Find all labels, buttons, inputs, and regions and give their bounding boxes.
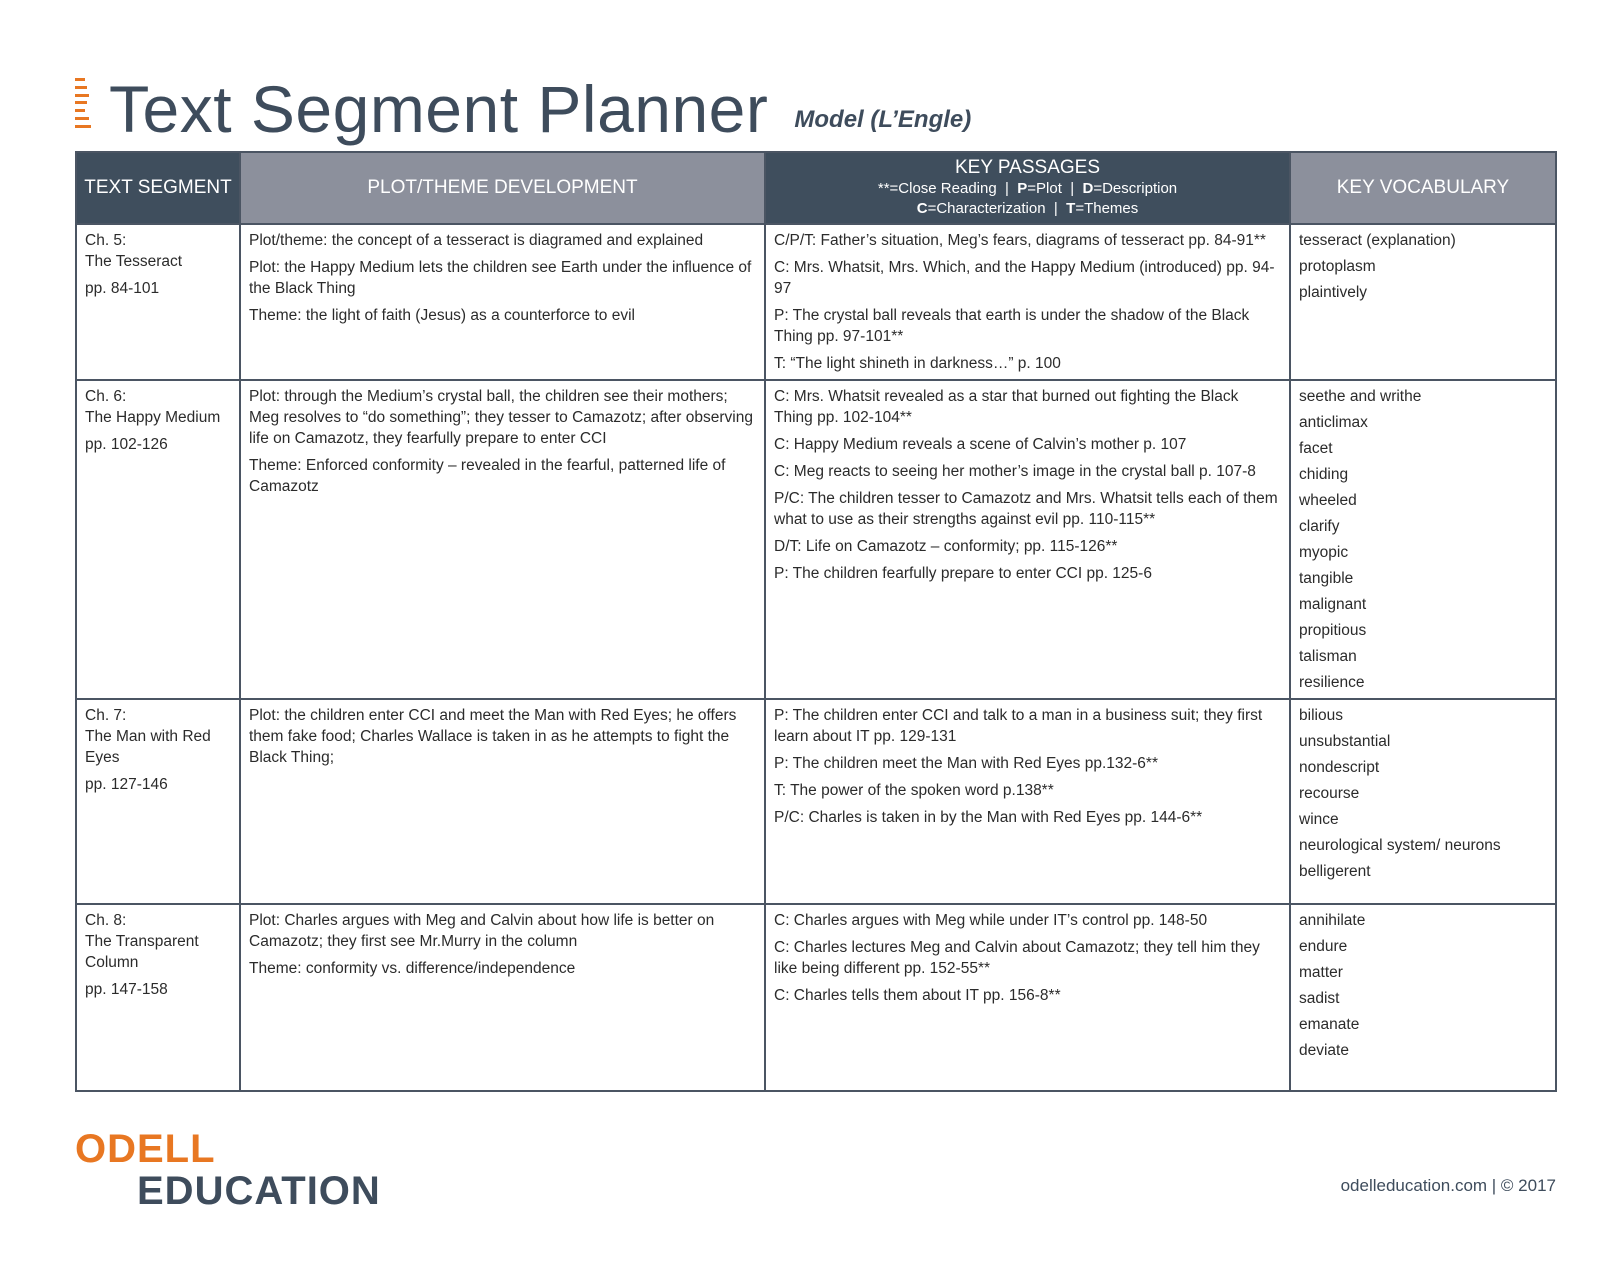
table-row [76,380,1556,699]
segment-cell [76,904,240,1091]
chapter-name: The Transparent Column [85,933,199,972]
table-row [76,699,1556,905]
passages-cell: P: The children enter CCI and talk to a man in a business suit; they first learn about IT pp. 129-131 P: The children meet the Man with Red Eyes pp.132-6** T: The power of the spoken word p.138** P/C: Charles is taken in by the Man with Red Eyes pp. 144-6** [765,699,1290,905]
logo-line-1: ODELL [75,1127,216,1171]
chapter-pages: pp. 84-101 [85,280,160,297]
plot-cell: Plot/theme: the concept of a tesseract is diagramed and explained Plot: the Happy Medium lets the children see Earth under the influence of the Black Thing Theme: the light of faith (Jesus) as a counterforce to evil [240,224,765,380]
plot-cell: Plot: the children enter CCI and meet the Man with Red Eyes; he offers them fake food; Charles Wallace is taken in as he attempts to fight the Black Thing; [240,699,765,905]
passages-cell: C: Mrs. Whatsit revealed as a star that burned out fighting the Black Thing pp. 102-104** C: Happy Medium reveals a scene of Calvin’s mother p. 107 C: Meg reacts to seeing her mother’s image in the crystal ball p. 107-8 P/C: The children tesser to Camazotz and Mrs. Whatsit tells each of them what to use as their strengths against evil pp. 110-115** D/T: Life on Camazotz – conformity; pp. 115-126** P: The children fearfully prepare to enter CCI pp. 125-6 [765,380,1290,699]
vocab-cell: seethe and writhe anticlimax facet chiding wheeled clarify myopic tangible malignant propitious talisman resilience [1290,380,1556,699]
planner-table [75,151,1557,1092]
col-header-passages [765,152,1290,224]
passages-title: KEY PASSAGES [954,157,1101,178]
segment-cell [76,699,240,905]
passages-legend-line-1: **=Close Reading | P=Plot | D=Description [877,180,1178,197]
chapter-pages: pp. 102-126 [85,435,168,453]
col-header-vocab: KEY VOCABULARY [1290,152,1556,224]
chapter-number: Ch. 5: [85,232,127,249]
odell-education-logo [75,1128,381,1212]
col-header-plot: PLOT/THEME DEVELOPMENT [240,152,765,224]
vocab-cell: annihilate endure matter sadist emanate deviate [1290,904,1556,1091]
page-title: Text Segment Planner [109,72,769,146]
table-row [76,224,1556,380]
logo-line-2: EDUCATION [137,1169,381,1213]
vocab-cell: bilious unsubstantial nondescript recourse wince neurological system/ neurons belligerent [1290,699,1556,905]
col-header-segment: TEXT SEGMENT [76,152,240,224]
chapter-name: The Man with Red Eyes [85,727,211,766]
passages-legend-line-2: C=Characterization | T=Themes [916,200,1139,217]
plot-cell: Plot: through the Medium’s crystal ball, the children see their mothers; Meg resolves to “do something”; they tesser to Camazotz; after observing life on Camazotz, they fearfully prepare to enter CCI Theme: Enforced conformity – revealed in the fearful, patterned life of Camazotz [240,380,765,699]
page-subtitle: Model (L’Engle) [794,106,972,133]
table-row [76,904,1556,1091]
passages-cell: C: Charles argues with Meg while under IT’s control pp. 148-50 C: Charles lectures Meg and Calvin about Camazotz; they tell him they like being different pp. 152-55** C: Charles tells them about IT pp. 156-8** [765,904,1290,1091]
page-header [75,62,972,146]
chapter-name: The Happy Medium [85,408,221,426]
header-row [76,152,1556,224]
segment-cell [76,380,240,699]
chapter-name: The Tesseract [85,253,183,270]
chapter-number: Ch. 6: [85,387,127,405]
chapter-number: Ch. 7: [85,706,127,724]
chapter-pages: pp. 127-146 [85,775,168,793]
chapter-pages: pp. 147-158 [85,981,168,999]
title-accent-bars-icon [75,78,91,128]
segment-cell [76,224,240,380]
footer-site: odelleducation.com | © 2017 [1340,1176,1556,1195]
plot-cell: Plot: Charles argues with Meg and Calvin about how life is better on Camazotz; they first see Mr.Murry in the column Theme: conformity vs. difference/independence [240,904,765,1091]
chapter-number: Ch. 8: [85,912,127,930]
passages-cell: C/P/T: Father’s situation, Meg’s fears, diagrams of tesseract pp. 84-91** C: Mrs. Whatsit, Mrs. Which, and the Happy Medium (introduced) pp. 94-97 P: The crystal ball reveals that earth is under the shadow of the Black Thing pp. 97-101** T: “The light shineth in darkness…” p. 100 [765,224,1290,380]
vocab-cell: tesseract (explanation) protoplasm plaintively [1290,224,1556,380]
